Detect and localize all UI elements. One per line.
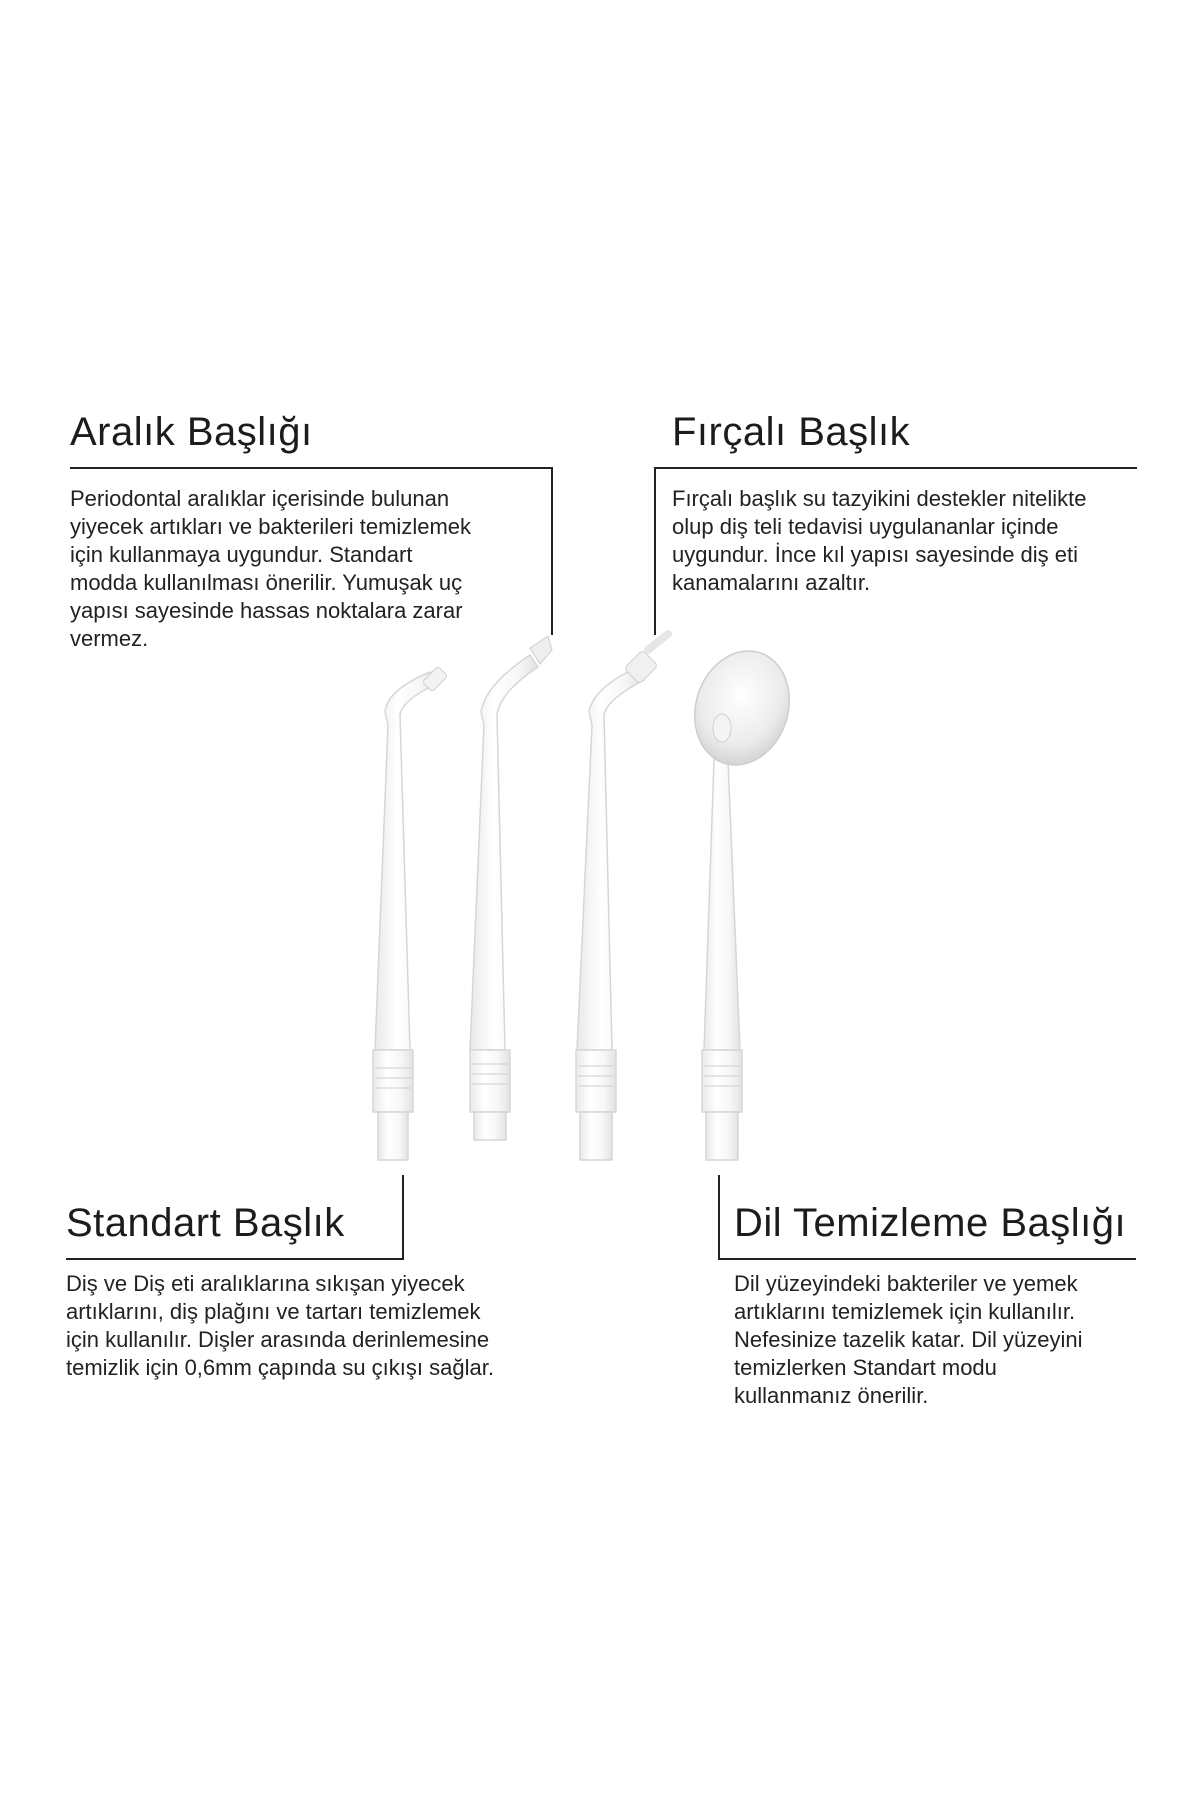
section-title: Standart Başlık [66,1201,345,1245]
interdental-tip-icon [373,666,448,1160]
desc-line: yapısı sayesinde hassas noktalara zarar [70,598,463,623]
brush-tip-icon [576,634,668,1160]
section-title: Fırçalı Başlık [672,410,911,454]
desc-line: Fırçalı başlık su tazyikini destekler nitelikte [672,486,1087,511]
section-title: Aralık Başlığı [70,410,313,454]
desc-line: Nefesinize tazelik katar. Dil yüzeyini [734,1327,1083,1352]
desc-line: olup diş teli tedavisi uygulananlar içinde [672,514,1059,539]
desc-line: Periodontal aralıklar içerisinde bulunan [70,486,450,511]
desc-line: yiyecek artıkları ve bakterileri temizlemek [70,514,472,539]
desc-line: temizlik için 0,6mm çapında su çıkışı sağlar. [66,1355,494,1380]
desc-line: Dil yüzeyindeki bakteriler ve yemek [734,1271,1078,1296]
desc-line: modda kullanılması önerilir. Yumuşak uç [70,570,463,595]
desc-line: vermez. [70,626,149,651]
desc-line: için kullanılır. Dişler arasında derinlemesine [66,1327,490,1352]
desc-line: uygundur. İnce kıl yapısı sayesinde diş eti [672,542,1079,567]
desc-line: kullanmanız önerilir. [734,1383,929,1408]
desc-line: temizlerken Standart modu [734,1355,997,1380]
desc-line: için kullanmaya uygundur. Standart [70,542,413,567]
tongue-cleaner-tip-icon [680,639,803,1160]
desc-line: artıklarını temizlemek için kullanılır. [734,1299,1076,1324]
standard-tip-icon [470,636,552,1140]
desc-line: Diş ve Diş eti aralıklarına sıkışan yiyecek [66,1271,465,1296]
desc-line: artıklarını, diş plağını ve tartarı temizlemek [66,1299,481,1324]
desc-line: kanamalarını azaltır. [672,570,871,595]
section-title: Dil Temizleme Başlığı [734,1201,1127,1245]
